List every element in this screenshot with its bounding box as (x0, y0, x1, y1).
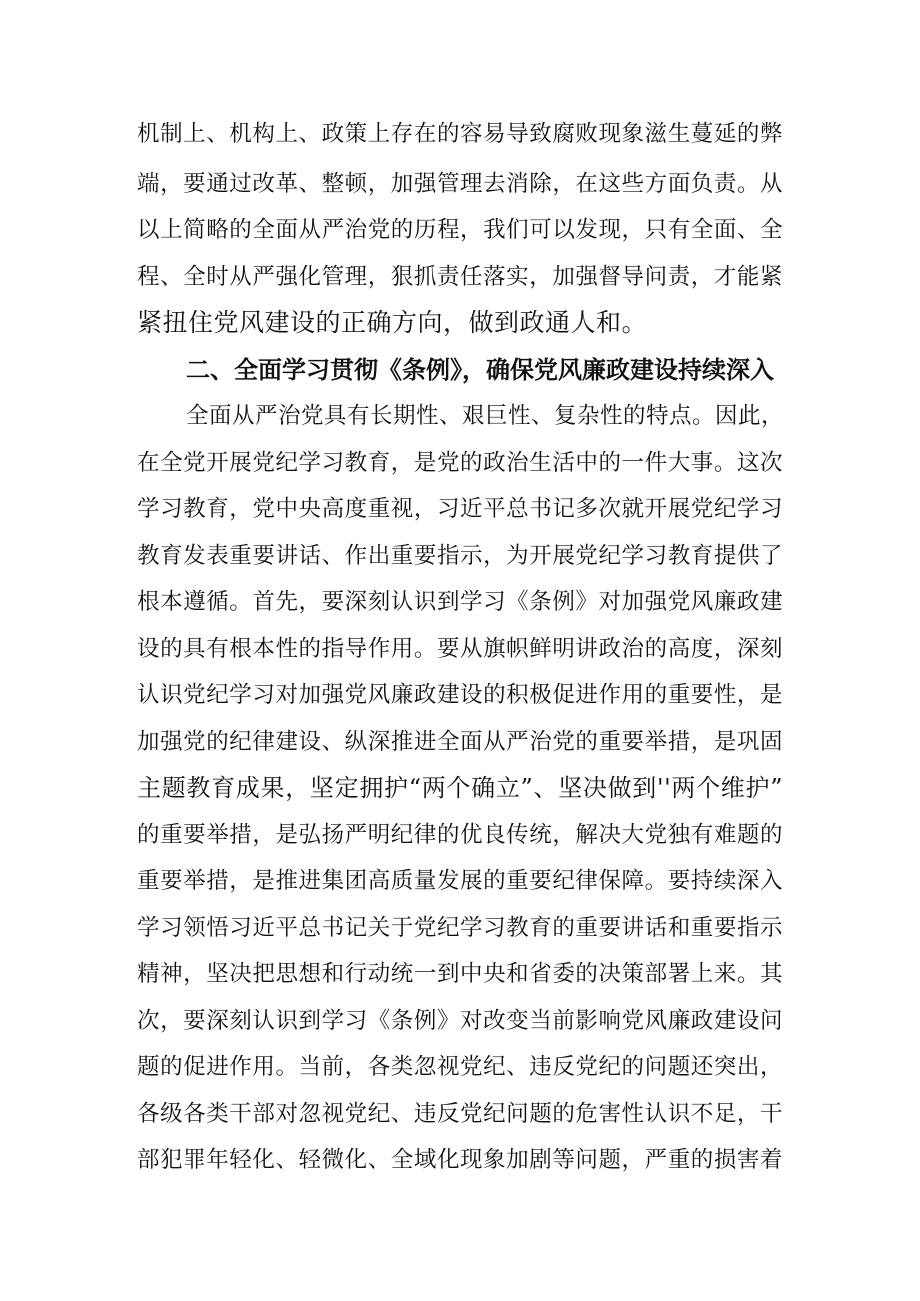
paragraph-2-line: 学习领悟习近平总书记关于党纪学习教育的重要讲话和重要指示 (137, 915, 783, 941)
paragraph-1-line: 程、全时从严强化管理，狠抓责任落实，加强督导问责，才能紧 (137, 264, 783, 290)
paragraph-2-line: 重要举措，是推进集团高质量发展的重要纪律保障。要持续深入 (137, 868, 783, 894)
paragraph-1-line: 机制上、机构上、政策上存在的容易导致腐败现象滋生蔓延的弊 (137, 121, 783, 147)
paragraph-2-line: 部犯罪年轻化、轻微化、全域化现象加剧等问题，严重的损害着 (137, 1147, 783, 1173)
paragraph-2-line: 精神，坚决把思想和行动统一到中央和省委的决策部署上来。其 (137, 961, 783, 987)
paragraph-2-line: 设的具有根本性的指导作用。要从旗帜鲜明讲政治的高度，深刻 (137, 636, 783, 662)
paragraph-2-line: 学习教育，党中央高度重视，习近平总书记多次就开展党纪学习 (137, 496, 783, 522)
paragraph-1-line: 以上简略的全面从严治党的历程，我们可以发现，只有全面、全 (137, 217, 783, 243)
paragraph-2-line: 各级各类干部对忽视党纪、违反党纪问题的危害性认识不足，干 (137, 1101, 783, 1127)
paragraph-1-line: 端，要通过改革、整顿，加强管理去消除，在这些方面负责。从 (137, 171, 783, 197)
paragraph-2-line: 在全党开展党纪学习教育，是党的政治生活中的一件大事。这次 (137, 450, 783, 476)
paragraph-1-line: 紧扭住党风建设的正确方向，做到政通人和。 (137, 308, 648, 337)
paragraph-2-line: 认识党纪学习对加强党风廉政建设的积极促进作用的重要性，是 (137, 682, 783, 708)
paragraph-2-line: 题的促进作用。当前，各类忽视党纪、违反党纪的问题还突出， (137, 1054, 783, 1080)
paragraph-2-line: 根本遵循。首先，要深刻认识到学习《条例》对加强党风廉政建 (137, 589, 783, 615)
paragraph-2-line: 主题教育成果，坚定拥护“两个确立”、坚决做到''两个维护” (137, 774, 783, 802)
paragraph-2-line: 的重要举措，是弘扬严明纪律的优良传统，解决大党独有难题的 (137, 822, 783, 848)
section-heading: 二、全面学习贯彻《条例》，确保党风廉政建设持续深入 (186, 356, 774, 384)
paragraph-2-line: 教育发表重要讲话、作出重要指示，为开展党纪学习教育提供了 (137, 543, 783, 569)
paragraph-2-line: 次，要深刻认识到学习《条例》对改变当前影响党风廉政建设问 (137, 1008, 783, 1034)
paragraph-2-line: 全面从严治党具有长期性、艰巨性、复杂性的特点。因此， (186, 403, 785, 429)
paragraph-2-line: 加强党的纪律建设、纵深推进全面从严治党的重要举措，是巩固 (137, 729, 783, 755)
